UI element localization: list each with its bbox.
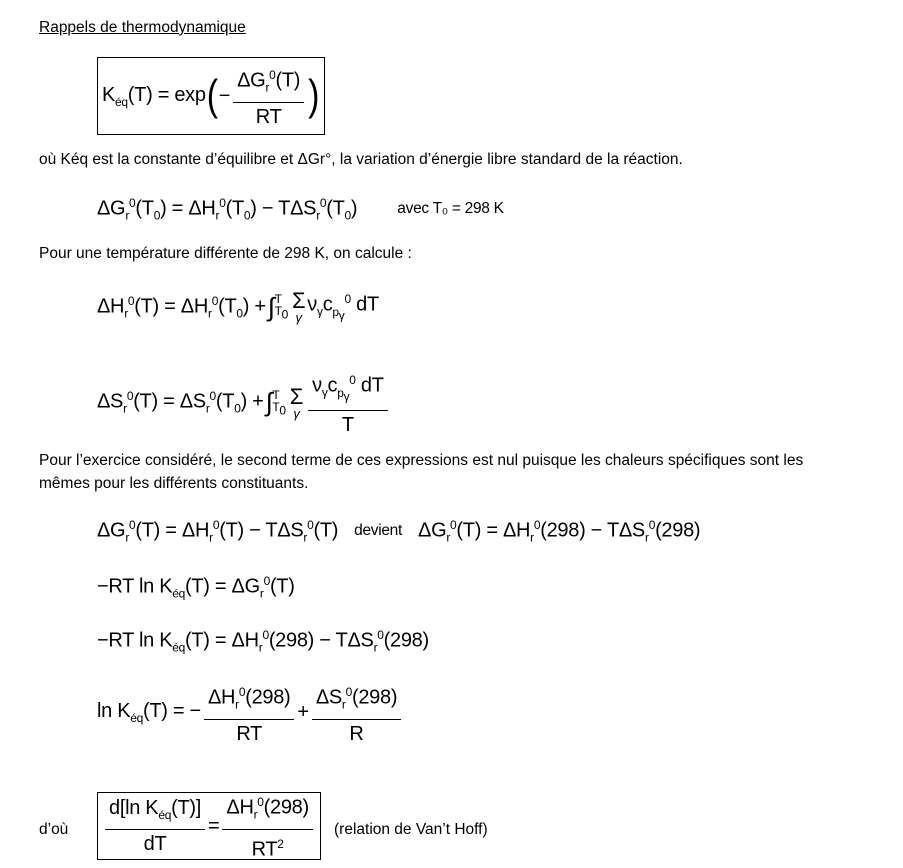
equation-gibbs: $\Delta G_r^0(T_0) = \Delta H_r^0(T_0) - T\Delta S_r^0(T_0)$ avec T₀ = 298 K xyxy=(97,196,504,223)
equation-vant-hoff: $\frac{d[\ln K_{éq}(T)]}{dT}$ = $\frac{\Delta H_r^0(298)}{RT^2}$ xyxy=(97,792,321,860)
equation-rt-ln-k-expanded: −RT $\ln K_{éq}(T) = \Delta H_r^0(298) - T\Delta S_r^0(298)$ xyxy=(97,628,429,655)
intro-text: Pour une température différente de 298 K, on calcule : xyxy=(39,245,412,262)
definition-text: où Kéq est la constante d’équilibre et ΔGr°, la variation d’énergie libre standard de la réaction. xyxy=(39,151,683,168)
equation-gibbs-simplified: $\Delta G_r^0(T) = \Delta H_r^0(T) - T\Delta S_r^0(T)$ devient $\Delta G_r^0(T) = \Delta H_r^0(298) - T\Delta S_r^0(298)$ xyxy=(97,518,701,545)
explanation-line-1: Pour l’exercice considéré, le second terme de ces expressions est nul puisque les chaleurs spécifiques sont les xyxy=(39,452,804,469)
explanation-line-2: mêmes pour les différents constituants. xyxy=(39,475,309,492)
dou-label: d’où xyxy=(39,821,69,838)
vant-hoff-label: (relation de Van’t Hoff) xyxy=(334,821,488,838)
equation-rt-ln-k: −RT $\ln K_{éq}(T) = \Delta G_r^0(T)$ xyxy=(97,574,295,601)
equation-keq-exp: $K_{éq}(T) = \exp$ ( − $\frac{\Delta G_r^0(T)}{RT}$ ) xyxy=(97,57,325,135)
equation-entropy: $\Delta S_r^0(T) = \Delta S_r^0(T_0)$ + ∫ T $T_0$ Σ γ $\frac{\nu_\gamma c_{p_\gamma}^0 dT}{T}$ xyxy=(97,368,391,437)
devient-label: devient xyxy=(354,522,403,540)
t0-note: avec T₀ = 298 K xyxy=(397,200,504,218)
page-title: Rappels de thermodynamique xyxy=(39,19,246,36)
equation-enthalpy: $\Delta H_r^0(T) = \Delta H_r^0(T_0)$ + ∫ T $T_0$ Σ γ $\nu_\gamma c_{p_\gamma}^0$ dT xyxy=(97,288,379,325)
equation-ln-k: $\ln K_{éq}(T)$ = − $\frac{\Delta H_r^0(298)}{RT}$ + $\frac{\Delta S_r^0(298)}{R}$ xyxy=(97,680,404,746)
